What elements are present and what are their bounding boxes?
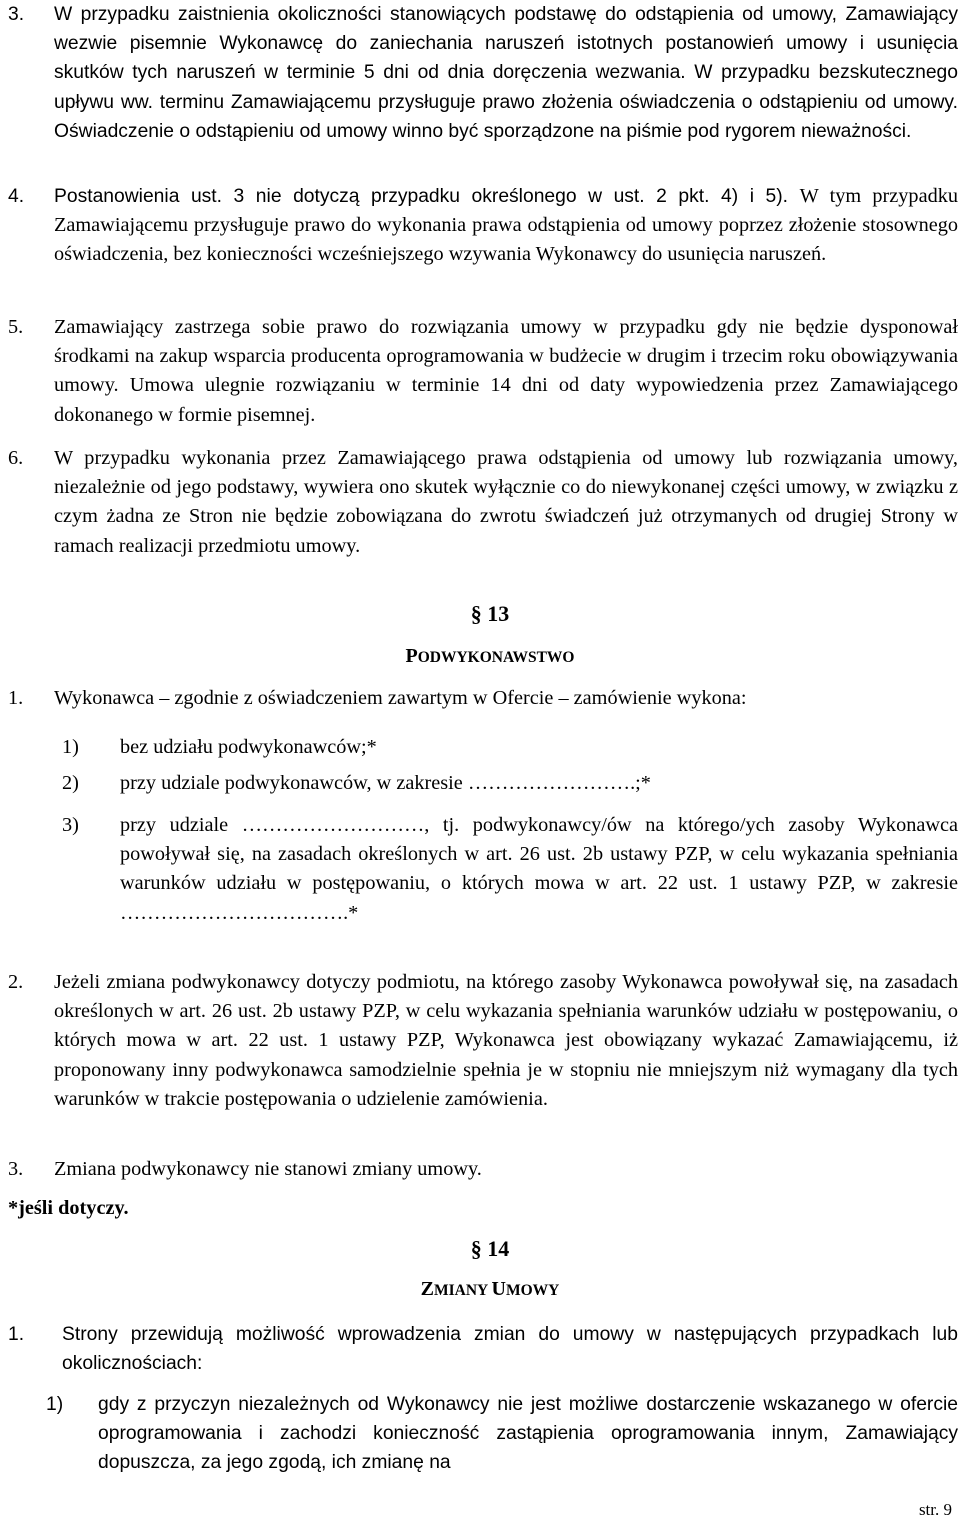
- s13-sub-3-text: przy udziale ………………………, tj. podwykonawcy/ów na którego/ych zasoby Wykonawca powoływał się, na zasadach określonych w art. 26 ust. 2b ustawy PZP, w celu wykazania spełniania warunków udziału w postępowaniu, o których mowa w art. 22 ust. 1 ustawy PZP, w zakresie …………………………….*: [120, 814, 958, 924]
- section-14-heading: ZMIANY UMOWY: [420, 1278, 560, 1300]
- section-14-mark: § 14: [470, 1236, 510, 1261]
- s13-sub-3-number: 3): [62, 814, 79, 836]
- section-13-mark: § 13: [470, 601, 510, 626]
- item-3-number: 3.: [8, 4, 25, 25]
- item-4-text: [54, 182, 958, 270]
- s13-item-3-number: 3.: [8, 1158, 24, 1180]
- item-4-text-part1: Postanowienia ust. 3 nie dotyczą przypadku określonego w ust. 2 pkt. 4) i 5).: [54, 186, 800, 207]
- footnote: *jeśli dotyczy.: [8, 1197, 129, 1219]
- page-number: str. 9: [918, 1500, 952, 1519]
- item-5-number: 5.: [8, 316, 24, 338]
- s13-item-1-number: 1.: [8, 687, 24, 709]
- item-6-text: W przypadku wykonania przez Zamawiającego prawa odstąpienia od umowy lub rozwiązania umowy, niezależnie od jego podstawy, wywiera ono skutek wyłącznie co do niewykonanej części umowy, w związku z czym żadna ze Stron nie będzie zobowiązana do zwrotu świadczeń już otrzymanych od drugiej Strony w ramach realizacji przedmiotu umowy.: [54, 447, 958, 557]
- s13-item-1-text: Wykonawca – zgodnie z oświadczeniem zawartym w Ofercie – zamówienie wykona:: [54, 687, 747, 709]
- s14-item-1-number: 1.: [8, 1324, 25, 1345]
- s13-item-2-number: 2.: [8, 971, 24, 993]
- s14-sub-1-text: gdy z przyczyn niezależnych od Wykonawcy nie jest możliwe dostarczenie wskazanego w ofercie oprogramowania i zachodzi konieczność zastąpienia oprogramowania innym, Zamawiający dopuszcza, za jego zgodą, ich zmianę na: [98, 1394, 958, 1474]
- s13-item-2-text: Jeżeli zmiana podwykonawcy dotyczy podmiotu, na którego zasoby Wykonawca powoływał się, na zasadach określonych w art. 26 ust. 2b ustawy PZP, w celu wykazania spełniania warunków udziału w postępowaniu, o których mowa w art. 22 ust. 1 ustawy PZP, Wykonawca jest obowiązany wykazać Zamawiającemu, iż proponowany inny podwykonawca samodzielnie spełnia je w stopniu nie mniejszym niż wymagany dla tych warunków w trakcie postępowania o udzielenie zamówienia.: [54, 971, 958, 1110]
- section-13-heading: PODWYKONAWSTWO: [405, 645, 575, 667]
- s13-item-3-text: Zmiana podwykonawcy nie stanowi zmiany umowy.: [54, 1158, 482, 1180]
- s13-sub-2-text: przy udziale podwykonawców, w zakresie …………………….;*: [120, 772, 651, 794]
- item-4-text-part2: W tym przypadku Zamawiającemu przysługuje prawo do wykonania prawa odstąpienia od umowy poprzez złożenie stosownego oświadczenia, bez konieczności wcześniejszego wzywania Wykonawcy do usunięcia naruszeń.: [54, 185, 958, 266]
- s13-sub-2-number: 2): [62, 772, 79, 794]
- item-5-text: Zamawiający zastrzega sobie prawo do rozwiązania umowy w przypadku gdy nie będzie dysponował środkami na zakup wsparcia producenta oprogramowania w budżecie w drugim i trzecim roku obowiązywania umowy. Umowa ulegnie rozwiązaniu w terminie 14 dni od daty wypowiedzenia przez Zamawiającego dokonanego w formie pisemnej.: [54, 316, 958, 426]
- item-4-number: 4.: [8, 186, 25, 207]
- item-3-text: W przypadku zaistnienia okoliczności stanowiących podstawę do odstąpienia od umowy, Zamawiający wezwie pisemnie Wykonawcę do zaniechania naruszeń istotnych postanowień umowy i usunięcia skutków tych naruszeń w terminie 5 dni od dnia doręczenia wezwania. W przypadku bezskutecznego upływu ww. terminu Zamawiającemu przysługuje prawo złożenia oświadczenia o odstąpieniu od umowy. Oświadczenie o odstąpieniu od umowy winno być sporządzone na piśmie pod rygorem nieważności.: [54, 4, 958, 142]
- s13-sub-1-number: 1): [62, 736, 79, 758]
- s14-item-1-text: Strony przewidują możliwość wprowadzenia zmian do umowy w następujących przypadkach lub okolicznościach:: [62, 1324, 958, 1375]
- s13-sub-1-text: bez udziału podwykonawców;*: [120, 736, 377, 758]
- s14-sub-1-number: 1): [46, 1394, 64, 1415]
- item-6-number: 6.: [8, 447, 24, 469]
